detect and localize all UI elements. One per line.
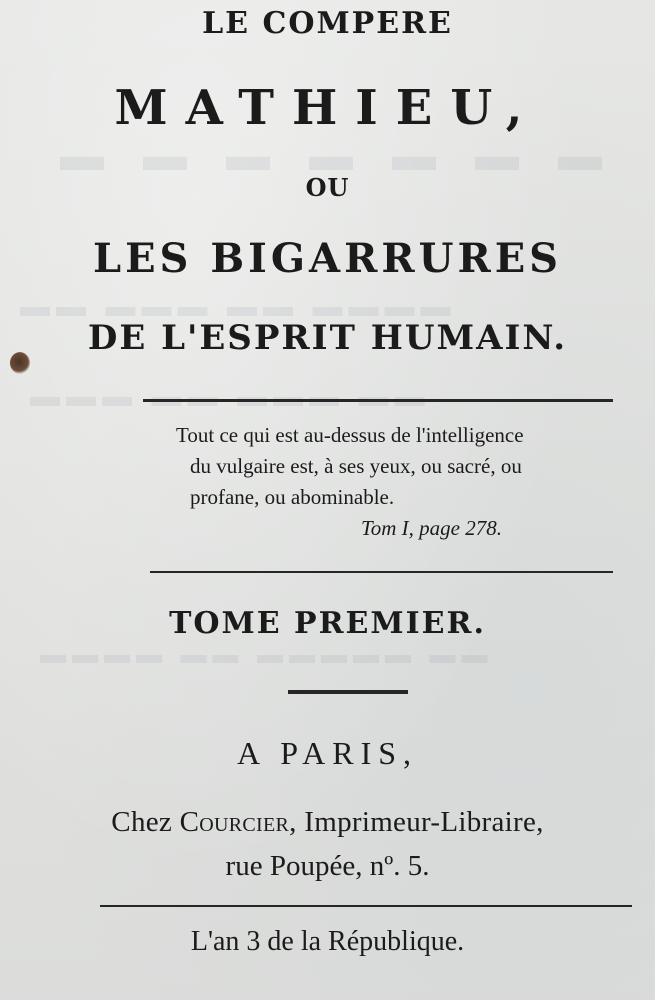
imprint-city: A PARIS, <box>236 735 419 771</box>
divider-rule <box>288 690 408 694</box>
divider-rule <box>100 905 632 907</box>
show-through-texture: ▬ ▬ ▬ ▬ ▬ ▬ ▬ <box>60 131 616 180</box>
divider-rule <box>143 399 613 402</box>
volume-label: TOME PREMIER. <box>169 606 486 641</box>
epigraph-citation: Tom I, page 278. <box>361 516 502 540</box>
title-line-bigarrures: LES BIGARRURES <box>92 235 563 282</box>
imprint-date: L'an 3 de la République. <box>190 926 465 957</box>
title-line-compere: LE COMPERE <box>202 6 453 41</box>
title-line-mathieu: MATHIEU, <box>114 80 541 136</box>
divider-rule <box>150 571 613 573</box>
imprint-publisher <box>0 806 655 839</box>
epigraph-line: Tout ce qui est au-dessus de l'intelligence <box>176 423 524 447</box>
publisher-suffix: , Imprimeur-Libraire, <box>289 806 544 838</box>
epigraph-line: du vulgaire est, à ses yeux, ou sacré, ou <box>190 454 522 478</box>
show-through-texture: ▬▬ ▬▬▬ ▬▬ ▬▬▬▬ <box>20 290 457 323</box>
title-line-esprit: DE L'ESPRIT HUMAIN. <box>87 318 568 358</box>
show-through-texture: ▬▬▬ ▬▬ ▬▬▬ ▬▬ <box>30 380 431 413</box>
imprint-address: rue Poupée, nº. 5. <box>225 850 430 882</box>
epigraph-line: profane, ou abominable. <box>190 485 395 509</box>
publisher-prefix: Chez <box>111 806 180 838</box>
title-line-ou: OU <box>305 173 350 202</box>
show-through-texture: ▬▬▬▬ ▬▬ ▬▬▬▬▬ ▬▬ <box>40 640 494 669</box>
publisher-name: Courcier <box>179 806 290 838</box>
epigraph <box>176 420 626 544</box>
